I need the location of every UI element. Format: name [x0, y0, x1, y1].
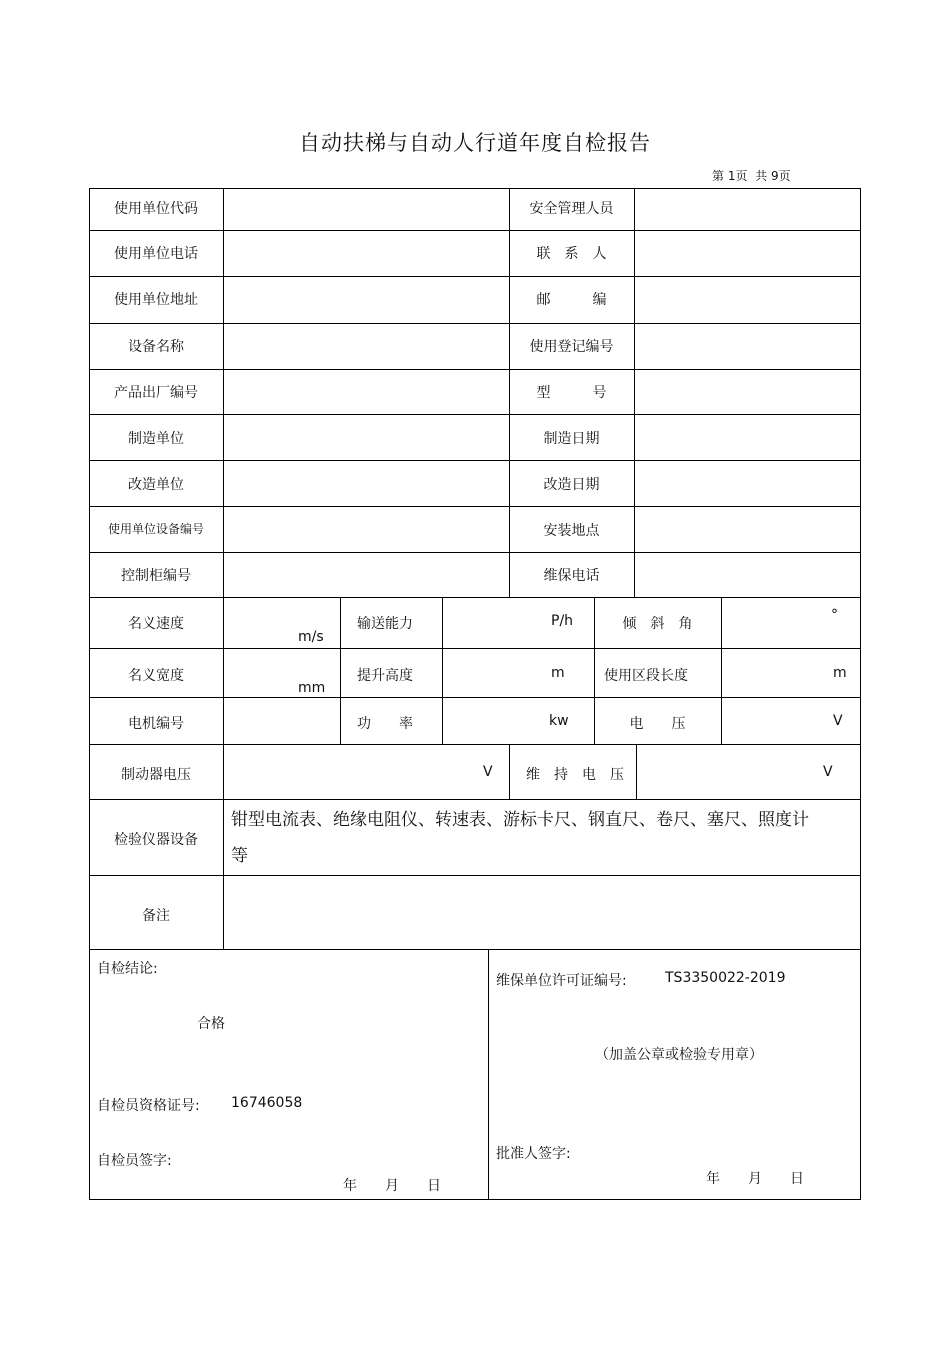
label-install-location: 安装地点 [543, 523, 600, 539]
table-rule [442, 597, 443, 744]
label-equipment-name: 设备名称 [128, 339, 184, 355]
license-no-value: TS3350022-2019 [665, 970, 786, 986]
label-cert-no: 自检员资格证号: [97, 1098, 200, 1114]
unit-length: m [833, 665, 847, 681]
unit-rise: m [551, 665, 565, 681]
page-number: 第 1页 共 9页 [712, 169, 791, 183]
label-cabinet-no: 控制柜编号 [121, 568, 191, 584]
label-model: 型 号 [536, 385, 607, 401]
table-rule [634, 188, 635, 597]
label-instruments: 检验仪器设备 [114, 832, 198, 848]
label-capacity: 输送能力 [357, 616, 413, 632]
unit-capacity: P/h [551, 613, 574, 629]
instruments-value: 钳型电流表、绝缘电阻仪、转速表、游标卡尺、钢直尺、卷尺、塞尺、照度计等 [231, 810, 809, 866]
cert-no-value: 16746058 [231, 1095, 303, 1111]
table-rule [89, 799, 861, 800]
unit-speed: m/s [298, 629, 324, 645]
report-title: 自动扶梯与自动人行道年度自检报告 [299, 131, 651, 155]
table-rule [89, 597, 861, 598]
label-conclusion: 自检结论: [97, 961, 158, 977]
table-rule [488, 949, 489, 1200]
conclusion-value: 合格 [197, 1016, 225, 1032]
table-rule [89, 230, 861, 231]
label-power: 功 率 [357, 716, 413, 732]
label-motor-no: 电机编号 [128, 716, 184, 732]
label-contact: 联 系 人 [536, 246, 607, 262]
unit-hold-voltage: V [823, 764, 833, 780]
table-rule [636, 744, 637, 799]
table-rule [89, 875, 861, 876]
inspector-date: 年 月 日 [343, 1178, 441, 1194]
label-user-equipment-no: 使用单位设备编号 [107, 522, 204, 536]
table-rule [89, 460, 861, 461]
label-maintenance-phone: 维保电话 [543, 568, 600, 584]
label-incline: 倾 斜 角 [622, 616, 693, 632]
table-rule [89, 323, 861, 324]
table-rule [89, 506, 861, 507]
table-rule [89, 552, 861, 553]
table-rule [89, 697, 861, 698]
unit-width: mm [298, 680, 326, 696]
approver-date: 年 月 日 [706, 1171, 804, 1187]
label-manufacture-date: 制造日期 [543, 431, 600, 447]
label-approver-sign: 批准人签字: [496, 1146, 571, 1162]
table-rule [223, 188, 224, 949]
label-modifier: 改造单位 [128, 477, 184, 493]
table-rule [340, 597, 341, 744]
unit-incline: ° [831, 607, 838, 623]
label-remarks: 备注 [142, 908, 170, 924]
label-rated-width: 名义宽度 [128, 668, 184, 684]
unit-voltage: V [833, 713, 843, 729]
table-rule [721, 597, 722, 744]
table-rule [89, 744, 861, 745]
label-brake-voltage: 制动器电压 [121, 767, 191, 783]
label-product-no: 产品出厂编号 [114, 385, 198, 401]
label-hold-voltage: 维 持 电 压 [526, 767, 624, 783]
label-user-code: 使用单位代码 [114, 201, 198, 217]
label-register-no: 使用登记编号 [529, 339, 614, 355]
unit-brake-voltage: V [483, 764, 493, 780]
unit-power: kw [549, 713, 569, 729]
table-rule [89, 276, 861, 277]
table-rule [89, 648, 861, 649]
table-rule [509, 744, 510, 799]
label-modify-date: 改造日期 [543, 477, 600, 493]
label-section-length: 使用区段长度 [604, 668, 688, 684]
table-rule [89, 369, 861, 370]
label-manufacturer: 制造单位 [128, 431, 184, 447]
label-rise: 提升高度 [357, 668, 413, 684]
label-postcode: 邮 编 [536, 292, 607, 308]
label-inspector-sign: 自检员签字: [97, 1153, 172, 1169]
seal-note: （加盖公章或检验专用章） [595, 1047, 763, 1063]
table-rule [89, 949, 861, 950]
label-user-address: 使用单位地址 [114, 292, 198, 308]
label-rated-speed: 名义速度 [128, 616, 184, 632]
label-license: 维保单位许可证编号: [496, 973, 627, 989]
table-rule [89, 414, 861, 415]
label-voltage: 电 压 [629, 716, 686, 732]
label-safety-manager: 安全管理人员 [529, 201, 614, 217]
label-user-phone: 使用单位电话 [114, 246, 198, 262]
